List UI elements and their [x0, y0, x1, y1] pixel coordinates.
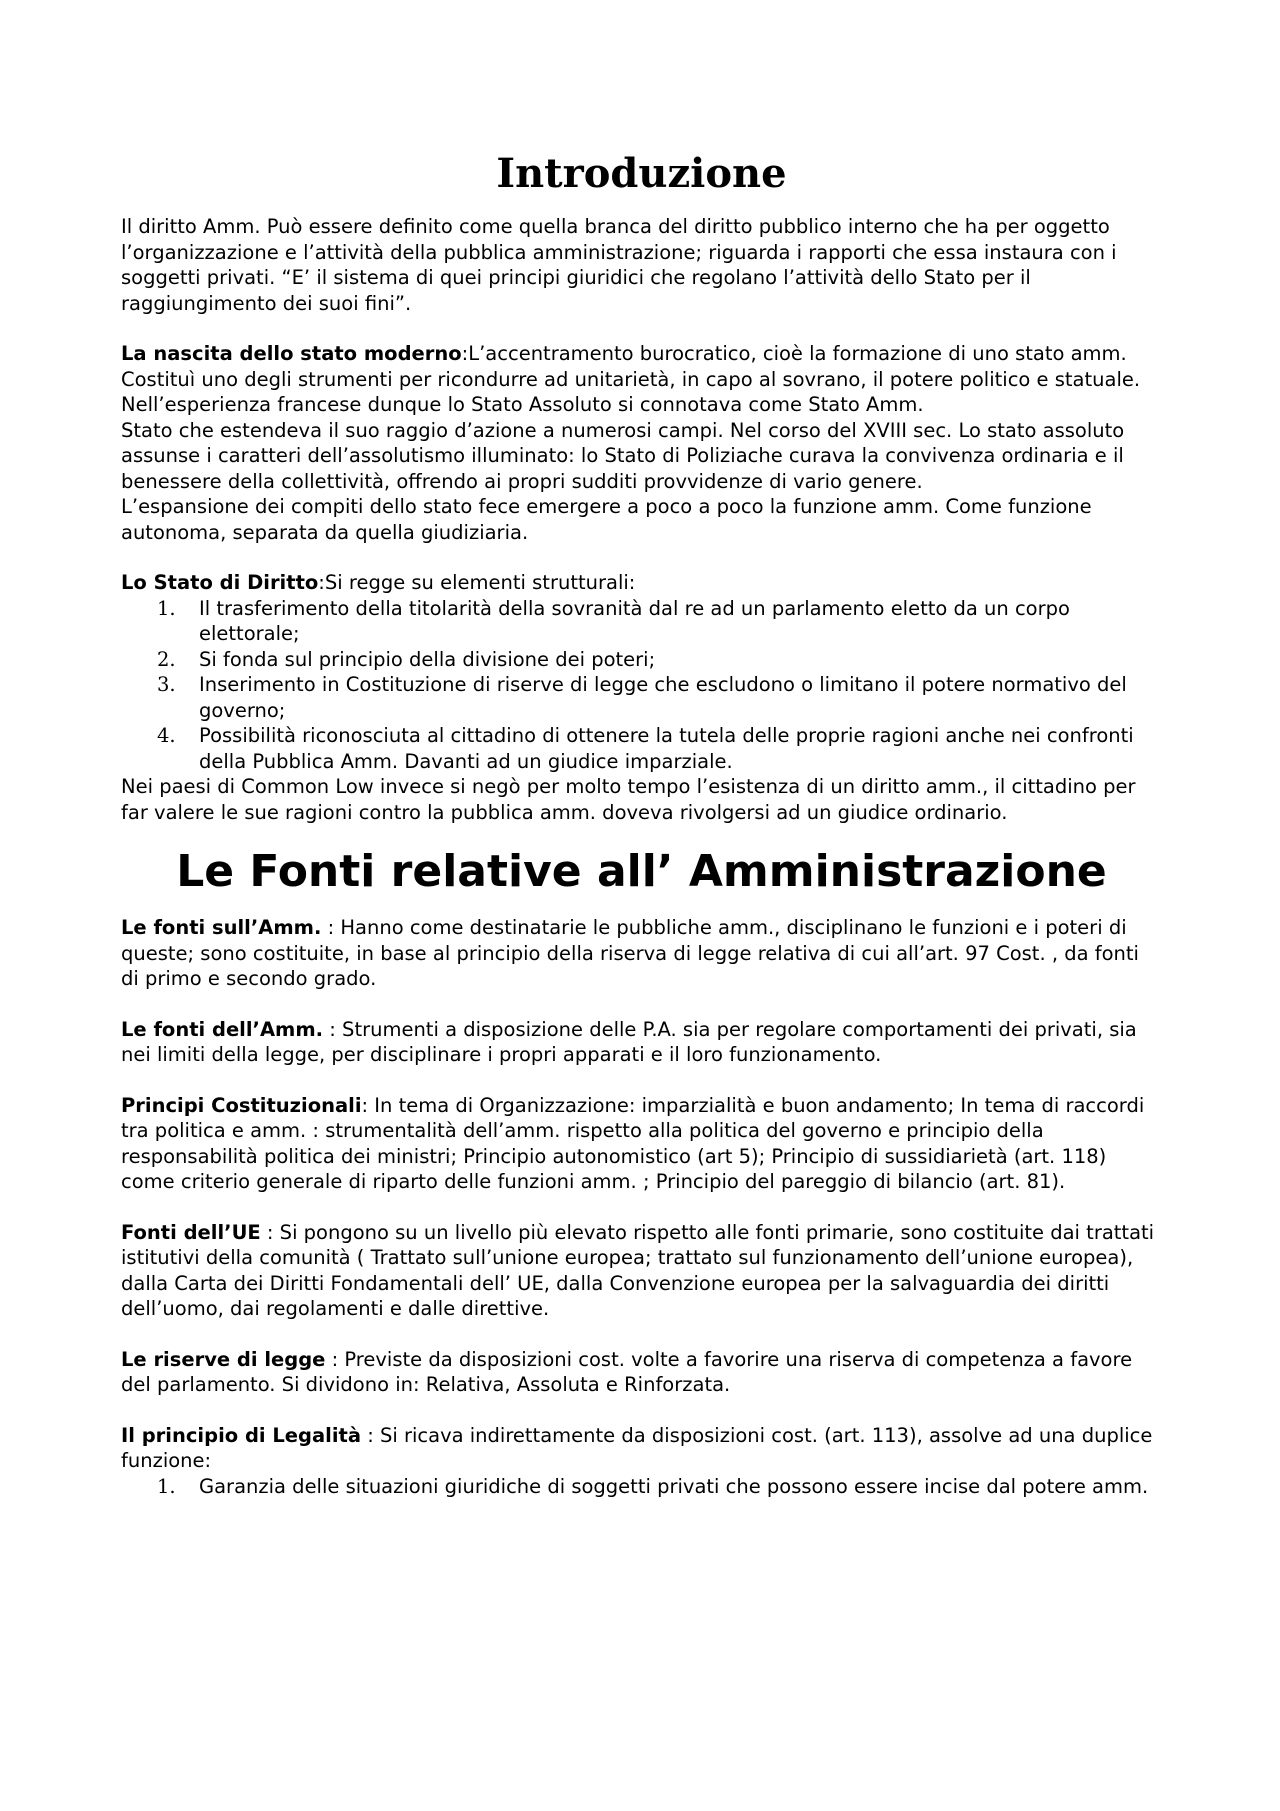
list-text: Possibilità riconosciuta al cittadino di ottenere la tutela delle proprie ragioni anche nei confronti della Pubblica Amm. Davanti ad un giudice imparziale.	[199, 724, 1134, 773]
list-number: 1.	[157, 1474, 176, 1498]
principi-text: : In tema di Organizzazione: imparzialità e buon andamento; In tema di raccordi tra politica e amm. : strumentalità dell’amm. rispetto alla politica del governo e principio della responsabilità politica dei ministri; Principio autonomistico (art 5); Principio di sussidiarietà (art. 118) come criterio generale di riparto delle funzioni amm. ; Principio del pareggio di bilancio (art. 81).	[121, 1093, 1145, 1193]
principi-heading: Principi Costituzionali	[121, 1093, 362, 1117]
fonti-dell-heading: Le fonti dell’Amm.	[121, 1017, 324, 1041]
nascita-paragraph	[121, 341, 1162, 392]
riserve-paragraph	[121, 1347, 1162, 1398]
legalita-list	[121, 1474, 1162, 1500]
stato-diritto-list	[121, 596, 1162, 775]
fonti-ue-paragraph	[121, 1220, 1162, 1322]
list-item	[121, 1474, 1162, 1500]
legalita-heading: Il principio di Legalità	[121, 1423, 361, 1447]
nascita-line-3: Stato che estendeva il suo raggio d’azione a numerosi campi. Nel corso del XVIII sec. Lo stato assoluto assunse i caratteri dell’assolutismo illuminato: lo Stato di Poliziache curava la convivenza ordinaria e il benessere della collettività, offrendo ai propri sudditi provvidenze di vario genere.	[121, 418, 1125, 493]
fonti-dell-text: : Strumenti a disposizione delle P.A. sia per regolare comportamenti dei privati, sia nei limiti della legge, per disciplinare i propri apparati e il loro funzionamento.	[121, 1017, 1137, 1066]
section-title-fonti: Le Fonti relative all’ Amministrazione	[176, 846, 1107, 897]
fonti-sull-heading: Le fonti sull’Amm.	[121, 916, 322, 939]
fonti-dell-paragraph	[121, 1017, 1162, 1068]
list-number: 4.	[157, 724, 176, 747]
legalita-paragraph	[121, 1423, 1162, 1474]
stato-diritto-text: :Si regge su elementi strutturali:	[318, 571, 636, 594]
fonti-ue-text: : Si pongono su un livello più elevato rispetto alle fonti primarie, sono costituite dai trattati istitutivi della comunità ( Trattato sull’unione europea; trattato sul funzionamento dell’unione europea), dalla Carta dei Diritti Fondamentali dell’ UE, dalla Convenzione europea per la salvaguardia dei diritti dell’uomo, dai regolamenti e dalle direttive.	[121, 1220, 1155, 1320]
nascita-line-2: Nell’esperienza francese dunque lo Stato Assoluto si connotava come Stato Amm.	[121, 393, 924, 416]
list-text: Garanzia delle situazioni giuridiche di soggetti privati che possono essere incise dal potere amm.	[199, 1474, 1149, 1498]
principi-paragraph	[121, 1093, 1162, 1195]
list-text: Si fonda sul principio della divisione dei poteri;	[199, 647, 656, 671]
fonti-sull-paragraph	[121, 915, 1162, 992]
fonti-ue-heading: Fonti dell’UE	[121, 1220, 261, 1244]
list-item	[121, 723, 1162, 774]
riserve-text: : Previste da disposizioni cost. volte a favorire una riserva di competenza a favore del parlamento. Si dividono in: Relativa, Assoluta e Rinforzata.	[121, 1347, 1133, 1396]
fonti-sull-text: : Hanno come destinatarie le pubbliche amm., disciplinano le funzioni e i poteri di queste; sono costituite, in base al principio della riserva di legge relativa di cui all’art. 97 Cost. , da fonti di primo e secondo grado.	[121, 916, 1139, 990]
stato-diritto-paragraph	[121, 570, 1162, 596]
list-number: 1.	[157, 596, 176, 620]
list-item	[121, 647, 1162, 673]
list-text: Inserimento in Costituzione di riserve di legge che escludono o limitano il potere normativo del governo;	[199, 673, 1127, 722]
list-item	[121, 672, 1162, 723]
common-low-paragraph: Nei paesi di Common Low invece si negò per molto tempo l’esistenza di un diritto amm., il cittadino per far valere le sue ragioni contro la pubblica amm. doveva rivolgersi ad un giudice ordinario.	[121, 775, 1136, 824]
section-title-introduzione: Introduzione	[496, 150, 787, 197]
list-text: Il trasferimento della titolarità della sovranità dal re ad un parlamento eletto da un corpo elettorale;	[199, 596, 1070, 645]
list-number: 2.	[157, 647, 176, 671]
riserve-heading: Le riserve di legge	[121, 1347, 326, 1371]
nascita-line-4: L’espansione dei compiti dello stato fece emergere a poco a poco la funzione amm. Come funzione autonoma, separata da quella giudiziaria.	[121, 495, 1092, 544]
list-item	[121, 596, 1162, 647]
list-number: 3.	[157, 673, 176, 696]
stato-diritto-heading: Lo Stato di Diritto	[121, 571, 319, 594]
nascita-heading: La nascita dello stato moderno	[121, 342, 462, 365]
nascita-text: :L’accentramento burocratico, cioè la formazione di uno stato amm. Costituì uno degli strumenti per ricondurre ad unitarietà, in capo al sovrano, il potere politico e statuale.	[121, 342, 1141, 391]
legalita-text: : Si ricava indirettamente da disposizioni cost. (art. 113), assolve ad una duplice funzione:	[121, 1423, 1153, 1472]
intro-paragraph: Il diritto Amm. Può essere definito come quella branca del diritto pubblico interno che ha per oggetto l’organizzazione e l’attività della pubblica amministrazione; riguarda i rapporti che essa instaura con i soggetti privati. “E’ il sistema di quei principi giuridici che regolano l’attività dello Stato per il raggiungimento dei suoi fini”.	[121, 215, 1117, 315]
